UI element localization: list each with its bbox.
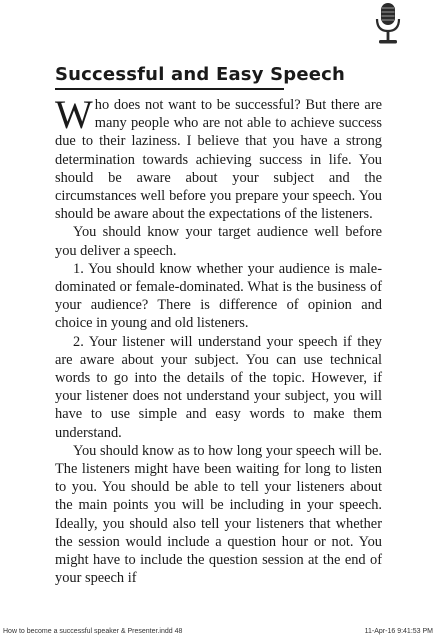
page-title: Successful and Easy Speech bbox=[55, 64, 346, 85]
paragraph-intro bbox=[55, 92, 382, 223]
microphone-icon bbox=[368, 2, 408, 46]
paragraph-point-1: 1. You should know whether your audience is male-dominated or female-dominated. What is the business of your audience? There is difference of opinion and choice in young and old listeners. bbox=[55, 260, 382, 332]
footer-file-info: How to become a successful speaker & Presenter.indd 48 bbox=[3, 628, 183, 635]
title-underline bbox=[55, 88, 284, 90]
paragraph-speech-length: You should know as to how long your speech will be. The listeners might have been waiting for long to listen to you. You should be able to tell your listeners about the main points you will be including in your speech. Ideally, you should also tell your listeners that whether the session would include a question hour or not. You might have to include the question session at the end of your speech if bbox=[55, 442, 382, 587]
paragraph-point-2: 2. Your listener will understand your speech if they are aware about your subject. You can use technical words to go into the details of the topic. However, if your listener does not understand your subject, you will have to use simple and easy words to make them understand. bbox=[55, 333, 382, 441]
paragraph-intro-text: ho does not want to be successful? But there are many people who are not able to achieve success due to their laziness. I believe that you have a strong determination towards achieving success in life. You should be aware about your subject and the circumstances well before you prepare your speech. You should be aware about the expectations of the listeners. bbox=[55, 97, 382, 223]
drop-cap: W bbox=[55, 92, 93, 137]
paragraph-target-audience: You should know your target audience well before you deliver a speech. bbox=[55, 224, 382, 259]
body-text bbox=[55, 92, 382, 587]
print-footer bbox=[3, 628, 433, 638]
footer-timestamp: 11-Apr-16 9:41:53 PM bbox=[364, 628, 433, 635]
